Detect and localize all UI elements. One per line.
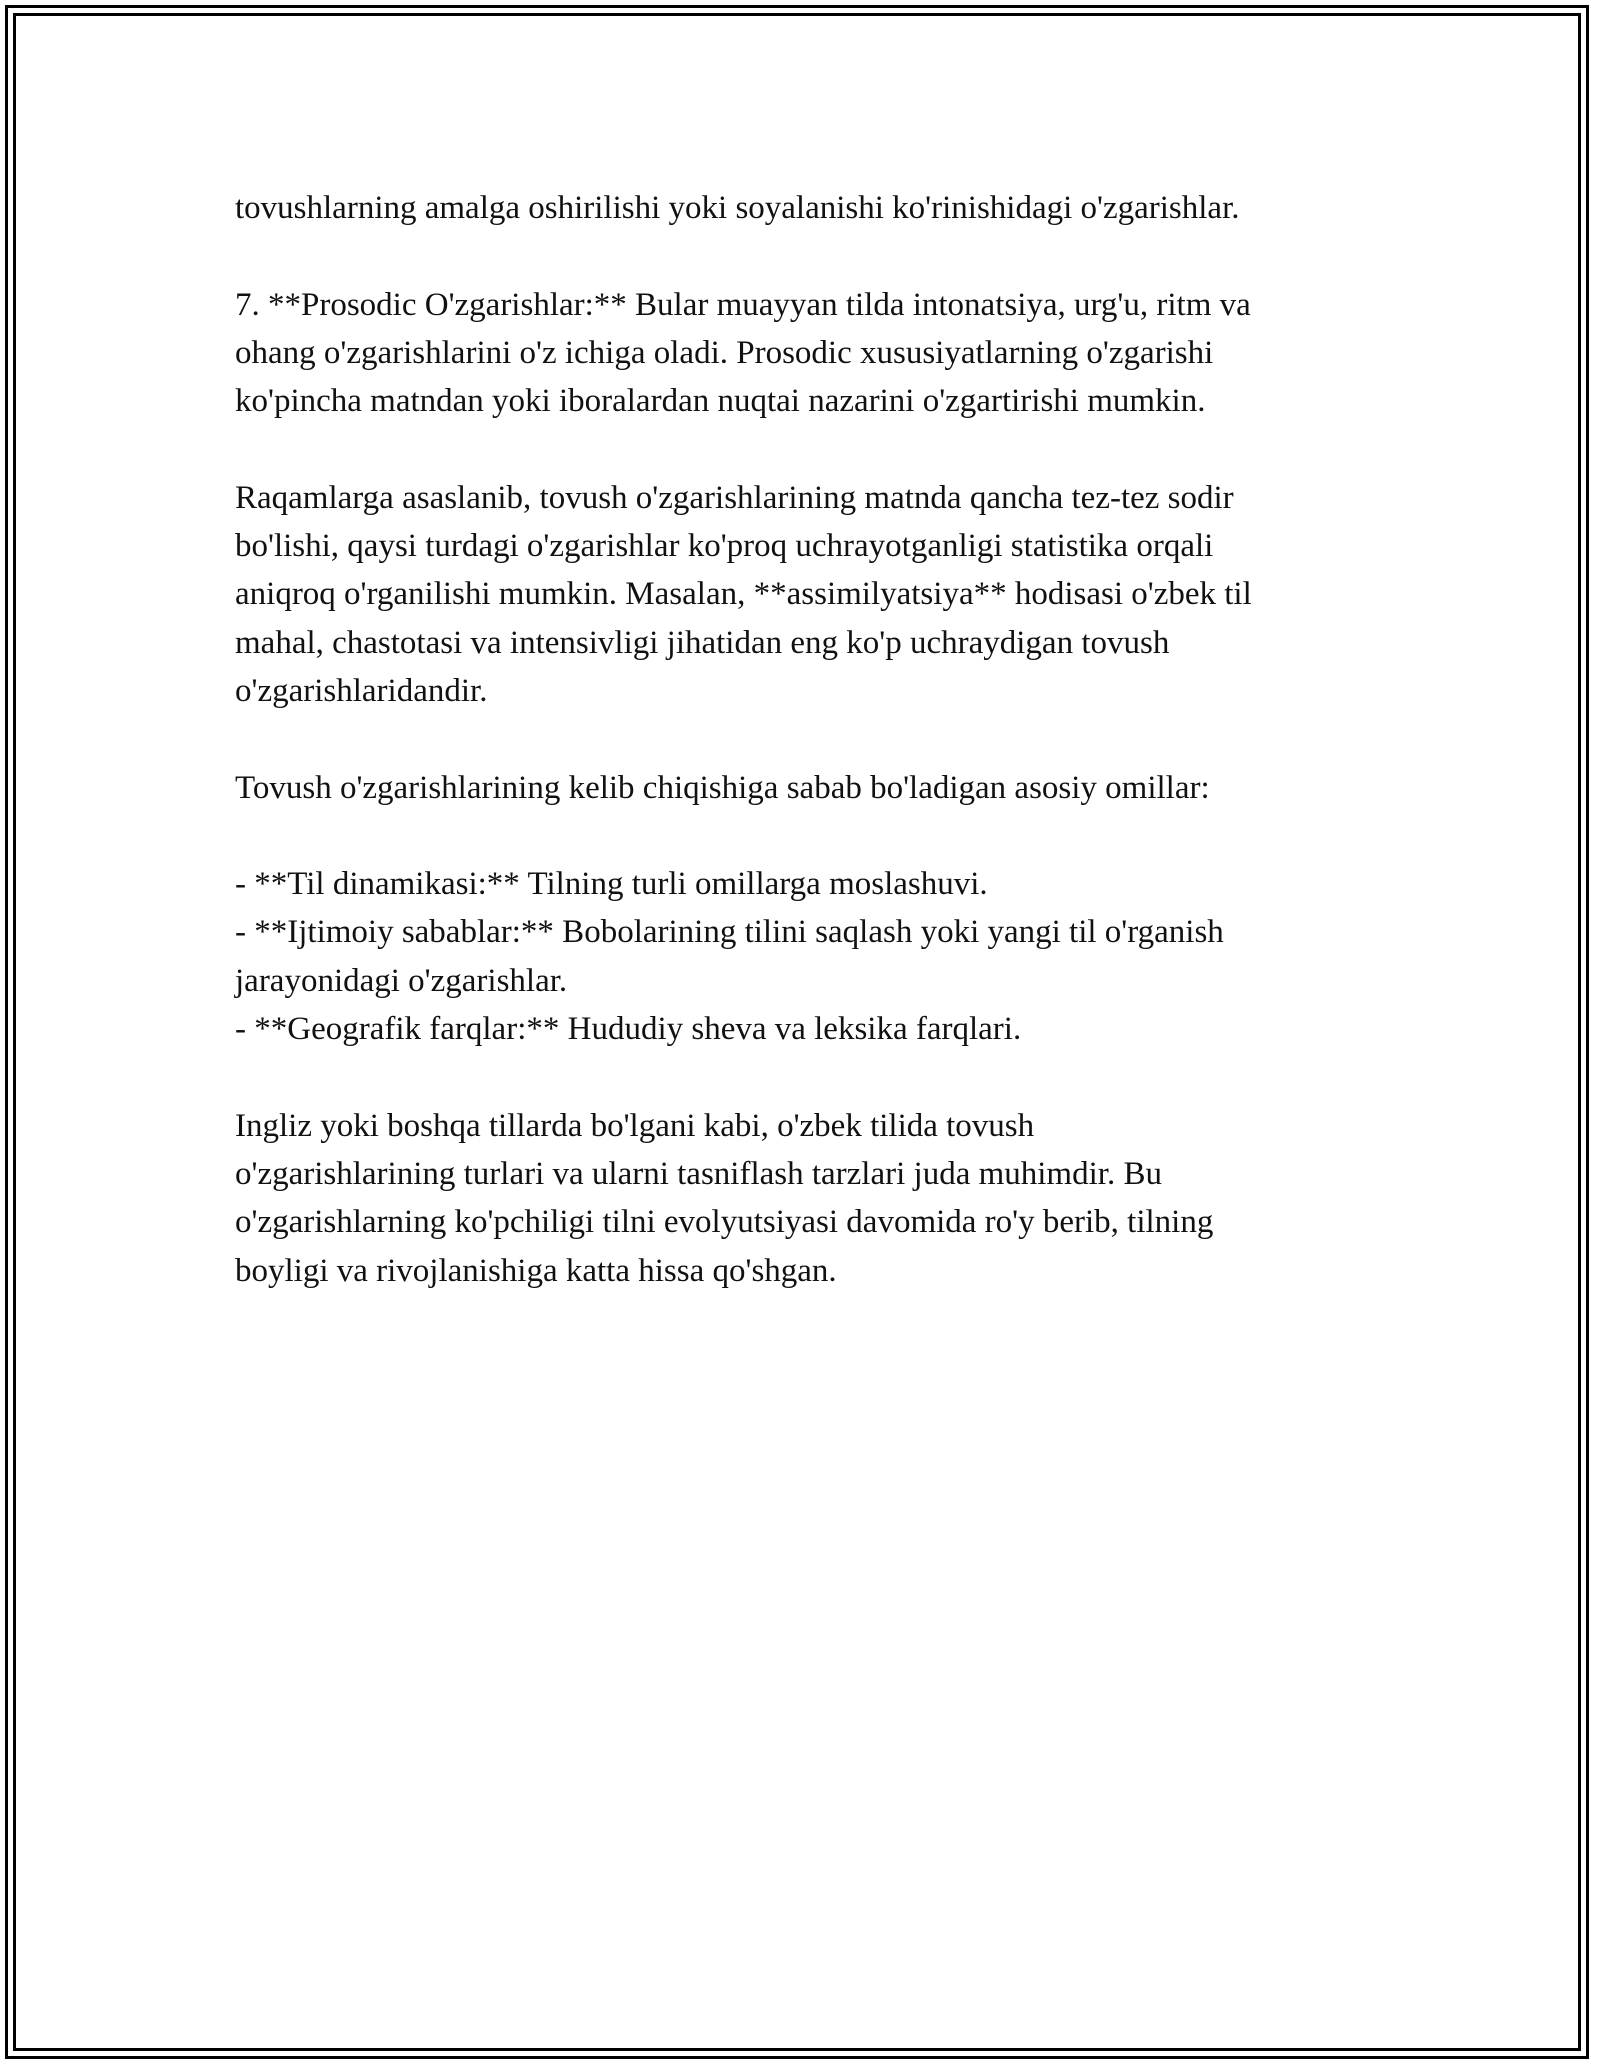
text-line: Raqamlarga asaslanib, tovush o'zgarishlarining matnda qancha tez-tez sodir (235, 479, 1234, 516)
text-line: aniqroq o'rganilishi mumkin. Masalan, **assimilyatsiya** hodisasi o'zbek til (235, 576, 1252, 613)
text-line: o'zgarishlarning ko'pchiligi tilni evolyutsiyasi davomida ro'y berib, tilning (235, 1204, 1214, 1241)
paragraph-closing (235, 1102, 1385, 1295)
text-line: ko'pincha matndan yoki iboralardan nuqtai nazarini o'zgartirishi mumkin. (235, 383, 1206, 420)
text-line: ohang o'zgarishlarini o'z ichiga oladi. Prosodic xususiyatlarning o'zgarishi (235, 334, 1214, 371)
text-line: boyligi va rivojlanishiga katta hissa qo'shgan. (235, 1252, 837, 1289)
text-line: Tovush o'zgarishlarining kelib chiqishiga sabab bo'ladigan asosiy omillar: (235, 769, 1210, 806)
factors-list (235, 860, 1385, 1053)
paragraph-prosodic-changes (235, 281, 1385, 426)
text-line: - **Geografik farqlar:** Hududiy sheva va leksika farqlari. (235, 1011, 1022, 1048)
text-line: o'zgarishlarining turlari va ularni tasniflash tarzlari juda muhimdir. Bu (235, 1155, 1162, 1192)
paragraph-statistics (235, 474, 1385, 715)
text-line: jarayonidagi o'zgarishlar. (235, 962, 568, 999)
text-line: tovushlarning amalga oshirilishi yoki soyalanishi ko'rinishidagi o'zgarishlar. (235, 190, 1240, 226)
text-line: - **Til dinamikasi:** Tilning turli omillarga moslashuvi. (235, 866, 988, 903)
list-item (235, 1005, 1385, 1053)
document-body (235, 184, 1385, 1343)
text-line: bo'lishi, qaysi turdagi o'zgarishlar ko'proq uchrayotganligi statistika orqali (235, 528, 1214, 565)
paragraph-continuation (235, 184, 1385, 232)
text-line: Ingliz yoki boshqa tillarda bo'lgani kabi, o'zbek tilida tovush (235, 1107, 1035, 1144)
list-item (235, 860, 1385, 908)
text-line: - **Ijtimoiy sabablar:** Bobolarining tilini saqlash yoki yangi til o'rganish (235, 914, 1224, 951)
text-line: 7. **Prosodic O'zgarishlar:** Bular muayyan tilda intonatsiya, urg'u, ritm va (235, 286, 1251, 323)
paragraph-factors-intro (235, 764, 1385, 812)
text-line: mahal, chastotasi va intensivligi jihatidan eng ko'p uchraydigan tovush (235, 624, 1170, 661)
list-item (235, 908, 1385, 1005)
text-line: o'zgarishlaridandir. (235, 672, 488, 709)
